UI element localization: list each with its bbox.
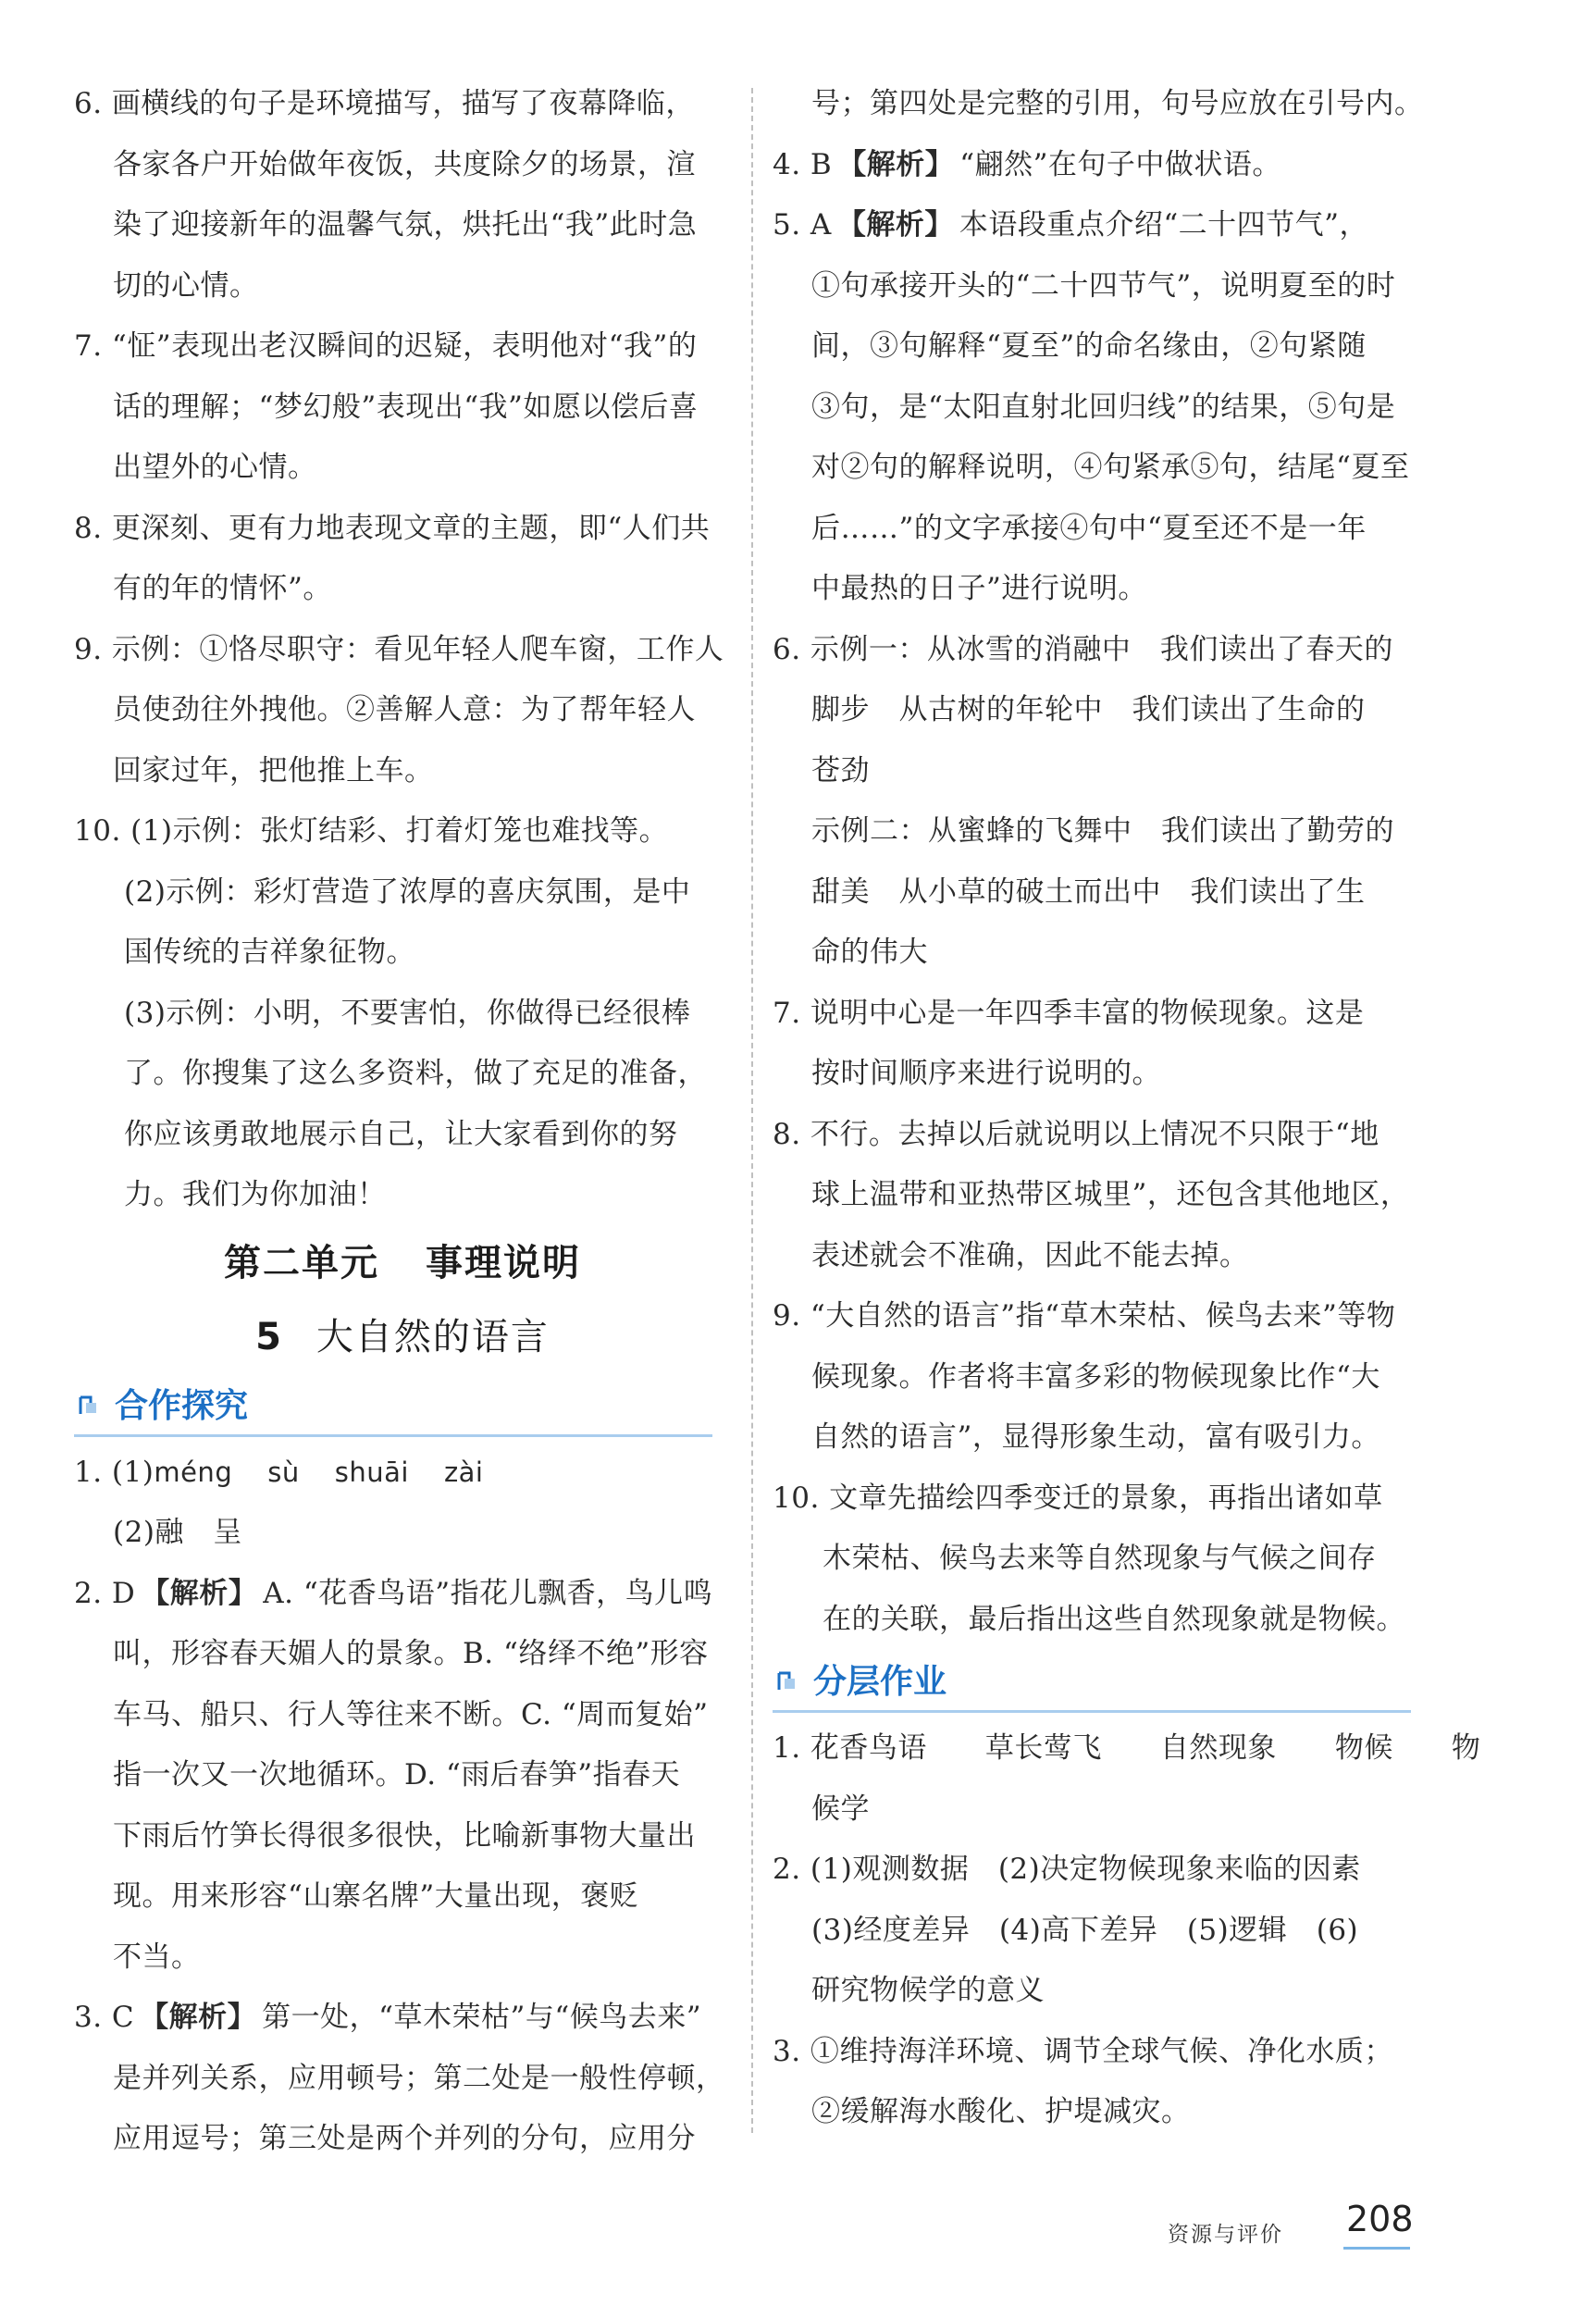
practice-10 — [773, 1469, 1429, 1651]
answer-line: 你应该勇敢地展示自己，让大家看到你的努 — [124, 1117, 678, 1151]
answer-key: 5. A — [773, 208, 832, 242]
answer-line: 后……”的文字承接④句中“夏至还不是一年 — [811, 511, 1367, 545]
answer-line: 候现象。作者将丰富多彩的物候现象比作“大 — [811, 1359, 1380, 1394]
analysis-tag: 【解析】 — [836, 208, 954, 242]
practice-1 — [74, 1443, 731, 1564]
answer-line: ②缓解海水酸化、护堤减灾。 — [811, 2095, 1191, 2128]
answer-8 — [74, 499, 731, 620]
section-rule — [773, 1710, 1411, 1713]
answer-line: ③句，是“太阳直射北回归线”的结果，⑤句是 — [811, 390, 1396, 424]
answer-line: 球上温带和亚热带区城里”，还包含其他地区， — [811, 1178, 1410, 1211]
answer-line: 研究物候学的意义 — [811, 1974, 1045, 2007]
item-label: 1. (1) — [74, 1455, 155, 1489]
answer-line: 车马、船只、行人等往来不断。C. “周而复始” — [113, 1697, 709, 1731]
analysis-tag: 【解析】 — [837, 147, 955, 181]
lesson-name: 大自然的语言 — [315, 1315, 550, 1358]
section-heading-cooperative — [74, 1378, 731, 1443]
answer-line: 各家各户开始做年夜饭，共度除夕的场景，渲 — [113, 147, 696, 181]
answer-line: 3. ①维持海洋环境、调节全球气候、净化水质； — [773, 2034, 1393, 2068]
lesson-number: 5 — [255, 1315, 283, 1358]
answer-line: 指一次又一次地循环。D. “雨后春笋”指春天 — [113, 1758, 681, 1791]
answer-line: 候学 — [811, 1791, 870, 1826]
answer-line: (2)示例：彩灯营造了浓厚的喜庆氛围，是中 — [124, 874, 691, 909]
answer-6 — [74, 74, 731, 316]
answer-line: 在的关联，最后指出这些自然现象就是物候。 — [823, 1602, 1405, 1636]
section-heading-layered — [773, 1654, 1429, 1718]
page-number: 208 — [1346, 2199, 1414, 2239]
section-title: 分层作业 — [813, 1663, 947, 1701]
answer-line — [74, 1443, 731, 1504]
answer-line: 示例二：从蜜蜂的飞舞中 我们读出了勤劳的 — [811, 814, 1394, 848]
column-divider — [751, 88, 753, 2133]
answer-line — [773, 195, 1429, 256]
answer-key: 4. B — [773, 147, 833, 181]
practice-8 — [773, 1105, 1429, 1287]
section-rule — [74, 1434, 712, 1437]
answer-line: (3)示例：小明，不要害怕，你做得已经很棒 — [124, 996, 691, 1030]
answer-line: 6. 画横线的句子是环境描写，描写了夜幕降临， — [74, 87, 695, 120]
unit-number: 第二单元 — [224, 1241, 379, 1284]
section-title: 合作探究 — [115, 1386, 249, 1425]
analysis-tag: 【解析】 — [140, 2001, 257, 2034]
pinyin: shuāi — [334, 1456, 409, 1488]
answer-line: 8. 更深刻、更有力地表现文章的主题，即“人们共 — [74, 511, 711, 545]
answer-line: 10. (1)示例：张灯结彩、打着灯笼也难找等。 — [74, 814, 669, 848]
bookmark-icon — [776, 1670, 798, 1692]
answer-9 — [74, 620, 731, 802]
answer-line: 8. 不行。去掉以后就说明以上情况不只限于“地 — [773, 1117, 1379, 1151]
answer-text: 第一处，“草木荣枯”与“候鸟去来” — [262, 2001, 702, 2034]
answer-line: 中最热的日子”进行说明。 — [811, 572, 1147, 605]
answer-line: 7. “怔”表现出老汉瞬间的迟疑，表明他对“我”的 — [74, 329, 698, 363]
homework-1 — [773, 1718, 1481, 1840]
answer-text: A. “花香鸟语”指花儿飘香，鸟儿鸣 — [263, 1576, 713, 1610]
answer-text: 本语段重点介绍“二十四节气”， — [959, 208, 1369, 242]
answer-line: (3)经度差异 (4)高下差异 (5)逻辑 (6) — [811, 1913, 1359, 1947]
homework-2 — [773, 1840, 1429, 2022]
answer-line: 对②句的解释说明，④句紧承⑤句，结尾“夏至 — [811, 451, 1410, 484]
answer-line: 是并列关系，应用顿号；第二处是一般性停顿， — [113, 2061, 725, 2095]
answer-line: 1. 花香鸟语 草长莺飞 自然现象 物候 物 — [773, 1731, 1481, 1765]
answer-line: 9. 示例：①恪尽职守：看见年轻人爬车窗，工作人 — [74, 632, 724, 666]
answer-line: 按时间顺序来进行说明的。 — [811, 1057, 1161, 1090]
practice-4 — [773, 135, 1429, 196]
answer-line: 脚步 从古树的年轮中 我们读出了生命的 — [811, 693, 1366, 726]
left-column — [74, 74, 731, 2170]
homework-3 — [773, 2022, 1429, 2143]
answer-7 — [74, 316, 731, 499]
answer-line: 应用逗号；第三处是两个并列的分句，应用分 — [113, 2122, 696, 2155]
answer-line: 2. (1)观测数据 (2)决定物候现象来临的因素 — [773, 1853, 1361, 1886]
answer-line: 7. 说明中心是一年四季丰富的物候现象。这是 — [773, 996, 1365, 1030]
practice-9 — [773, 1286, 1429, 1469]
answer-line: 叫，形容春天媚人的景象。B. “络绎不绝”形容 — [113, 1637, 709, 1670]
unit-topic: 事理说明 — [426, 1241, 581, 1284]
answer-line: 苍劲 — [811, 753, 870, 787]
answer-line: 切的心情。 — [113, 268, 259, 303]
page-number-underline — [1343, 2247, 1410, 2250]
answer-line: 出望外的心情。 — [113, 451, 317, 484]
practice-3 — [74, 1988, 731, 2170]
answer-line: 力。我们为你加油！ — [124, 1178, 387, 1211]
answer-line: 10. 文章先描绘四季变迁的景象，再指出诸如草 — [773, 1481, 1383, 1515]
answer-line: 6. 示例一：从冰雪的消融中 我们读出了春天的 — [773, 632, 1393, 666]
answer-line: 自然的语言”，显得形象生动，富有吸引力。 — [811, 1420, 1380, 1454]
answer-line: 染了迎接新年的温馨气氛，烘托出“我”此时急 — [113, 208, 698, 242]
answer-line — [74, 1988, 731, 2049]
answer-line: 员使劲往外拽他。②善解人意：为了帮年轻人 — [113, 693, 696, 726]
unit-title — [74, 1226, 731, 1300]
answer-line: ①句承接开头的“二十四节气”，说明夏至的时 — [811, 268, 1396, 303]
pinyin: sù — [267, 1456, 300, 1488]
answer-line: 回家过年，把他推上车。 — [113, 753, 434, 787]
answer-line: 命的伟大 — [811, 936, 928, 969]
practice-7 — [773, 984, 1429, 1105]
answer-line: 不当。 — [113, 1940, 201, 1974]
answer-line: 9. “大自然的语言”指“草木荣枯、候鸟去来”等物 — [773, 1299, 1396, 1333]
pinyin: zài — [443, 1456, 484, 1488]
answer-line: 表述就会不准确，因此不能去掉。 — [811, 1238, 1249, 1272]
answer-line: 现。用来形容“山寨名牌”大量出现，褒贬 — [113, 1879, 639, 1913]
answer-line: 国传统的吉祥象征物。 — [124, 936, 415, 969]
answer-line: 甜美 从小草的破土而出中 我们读出了生 — [811, 874, 1366, 909]
practice-2 — [74, 1564, 731, 1989]
answer-text: “翩然”在句子中做状语。 — [959, 147, 1281, 181]
right-column — [773, 74, 1481, 2143]
answer-10 — [74, 801, 731, 1226]
footer-brand: 资源与评价 — [1168, 2223, 1283, 2247]
bookmark-icon — [78, 1395, 100, 1417]
answer-line: 木荣枯、候鸟去来等自然现象与气候之间存 — [823, 1542, 1377, 1575]
answer-line: 号；第四处是完整的引用，句号应放在引号内。 — [811, 87, 1424, 120]
answer-line: 下雨后竹笋长得很多很快，比喻新事物大量出 — [113, 1818, 696, 1853]
answer-key: 3. C — [74, 2001, 135, 2034]
answer-key: 2. D — [74, 1576, 136, 1610]
analysis-tag: 【解析】 — [141, 1576, 258, 1610]
practice-5 — [773, 195, 1429, 620]
answer-line: 了。你搜集了这么多资料，做了充足的准备， — [124, 1057, 707, 1090]
answer-line — [74, 1564, 731, 1625]
answer-line: 有的年的情怀”。 — [113, 572, 332, 605]
practice-6 — [773, 620, 1429, 984]
pinyin: méng — [154, 1456, 233, 1488]
answer-line: (2)融 呈 — [113, 1516, 242, 1549]
answer-line: 间，③句解释“夏至”的命名缘由，②句紧随 — [811, 329, 1367, 363]
lesson-title — [74, 1300, 731, 1374]
answer-line: 话的理解；“梦幻般”表现出“我”如愿以偿后喜 — [113, 390, 699, 424]
